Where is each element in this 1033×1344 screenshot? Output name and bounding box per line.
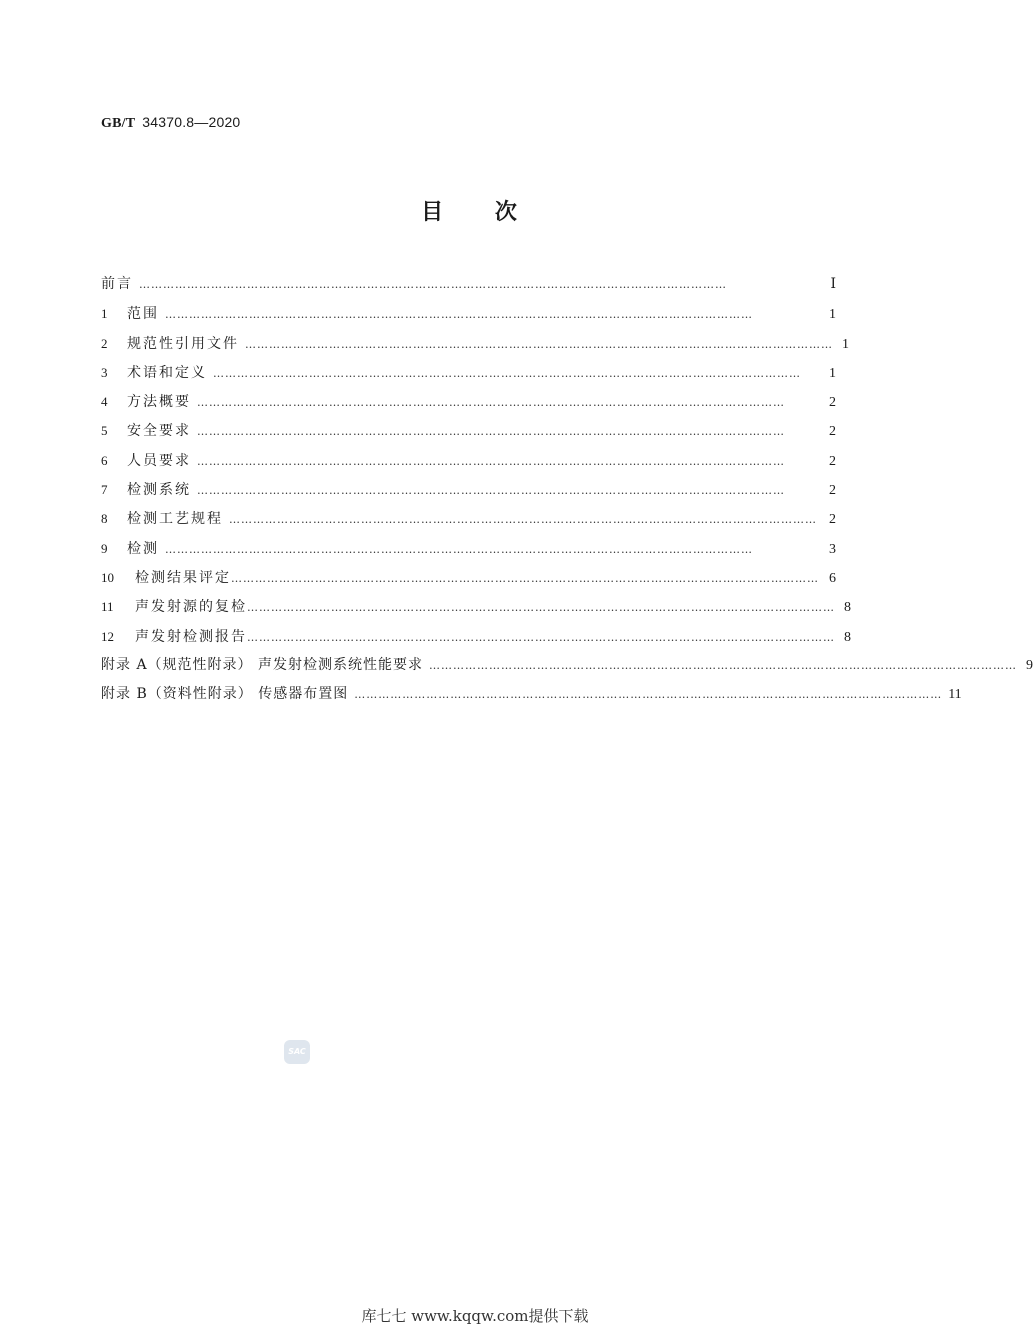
toc-entry-label: 检测系统 xyxy=(127,482,191,499)
toc-leader-dots: ………………………………………………………………………………………………………………………………… xyxy=(231,571,819,585)
toc-leader-dots: ………………………………………………………………………………………………………………………………… xyxy=(229,513,817,527)
toc-entry-number: 2 xyxy=(101,335,108,351)
toc-leader-dots: ………………………………………………………………………………………………………………………………… xyxy=(165,542,753,556)
toc-entry-label: 检测 xyxy=(127,540,159,557)
toc-entry-label: 声发射源的复检 xyxy=(135,599,247,616)
toc-entry-testing-system[interactable] xyxy=(101,475,836,504)
page-title: 目 次 xyxy=(421,200,517,225)
toc-entry-personnel-requirements[interactable] xyxy=(101,446,836,475)
toc-entry-label: 术语和定义 xyxy=(127,364,207,381)
toc-entry-number: 6 xyxy=(101,452,108,468)
toc-entry-appendix-a[interactable] xyxy=(101,651,1033,680)
toc-entry-number: 7 xyxy=(101,482,108,498)
toc-entry-label: 规范性引用文件 xyxy=(127,335,239,352)
toc-entry-label: 安全要求 xyxy=(127,423,191,440)
toc-entry-number: 1 xyxy=(101,306,108,322)
toc-entry-page: 8 xyxy=(844,600,851,616)
toc-entry-page: 2 xyxy=(829,453,836,469)
toc-entry-label: 前言 xyxy=(101,276,133,292)
toc-entry-number: 10 xyxy=(101,569,114,585)
toc-entry-label: 检测工艺规程 xyxy=(127,511,223,528)
standard-code xyxy=(101,114,240,132)
toc-entry-label: 检测结果评定 xyxy=(135,569,231,586)
toc-entry-page: Ⅰ xyxy=(830,277,836,292)
toc-entry-label: 声发射检测报告 xyxy=(135,628,247,645)
toc-entry-testing-report[interactable] xyxy=(101,622,851,651)
toc-leader-dots: ………………………………………………………………………………………………………………………………… xyxy=(213,366,801,380)
toc-entry-page: 2 xyxy=(829,483,836,499)
table-of-contents xyxy=(101,270,1033,709)
toc-leader-dots: ………………………………………………………………………………………………………………………………… xyxy=(247,630,835,644)
toc-leader-dots: ………………………………………………………………………………………………………………………………… xyxy=(197,454,785,468)
toc-entry-scope[interactable] xyxy=(101,299,836,328)
toc-entry-result-evaluation[interactable] xyxy=(101,563,836,592)
toc-entry-method-summary[interactable] xyxy=(101,387,836,416)
toc-entry-label: 附录 A（规范性附录） 声发射检测系统性能要求 xyxy=(101,656,424,673)
toc-entry-number: 5 xyxy=(101,423,108,439)
toc-entry-number: 12 xyxy=(101,628,114,644)
toc-entry-page: 2 xyxy=(829,395,836,411)
standard-prefix: GB/T xyxy=(101,116,136,131)
toc-entry-page: 8 xyxy=(844,629,851,645)
toc-entry-page: 9 xyxy=(1026,657,1033,673)
toc-entry-normative-references[interactable] xyxy=(101,329,849,358)
toc-entry-label: 方法概要 xyxy=(127,394,191,411)
toc-entry-page: 3 xyxy=(829,541,836,557)
standard-number: 34370.8—2020 xyxy=(142,114,241,130)
toc-entry-page: 1 xyxy=(842,336,849,352)
toc-leader-dots: ………………………………………………………………………………………………………………………………… xyxy=(165,308,753,322)
toc-leader-dots: ………………………………………………………………………………………………………………………………… xyxy=(245,337,833,351)
toc-entry-number: 9 xyxy=(101,540,108,556)
toc-entry-safety-requirements[interactable] xyxy=(101,416,836,445)
download-footer: 库七七 www.kqqw.com提供下载 xyxy=(361,1307,589,1325)
toc-leader-dots: ………………………………………………………………………………………………………………………………… xyxy=(354,688,943,702)
toc-entry-page: 6 xyxy=(829,570,836,586)
toc-entry-page: 11 xyxy=(948,687,962,703)
toc-leader-dots: ………………………………………………………………………………………………………………………………… xyxy=(139,278,727,291)
toc-entry-label: 范围 xyxy=(127,306,159,323)
toc-entry-source-recheck[interactable] xyxy=(101,592,851,621)
toc-entry-number: 8 xyxy=(101,511,108,527)
toc-entry-page: 1 xyxy=(829,365,836,381)
toc-entry-appendix-b[interactable] xyxy=(101,680,962,709)
toc-entry-label: 附录 B（资料性附录） 传感器布置图 xyxy=(101,686,349,703)
toc-leader-dots: ………………………………………………………………………………………………………………………………… xyxy=(197,484,785,498)
toc-entry-testing[interactable] xyxy=(101,534,836,563)
toc-leader-dots: ………………………………………………………………………………………………………………………………… xyxy=(197,396,785,410)
toc-entry-number: 11 xyxy=(101,599,114,615)
toc-entry-page: 2 xyxy=(829,512,836,528)
toc-leader-dots: ………………………………………………………………………………………………………………………………… xyxy=(247,601,835,615)
sac-watermark-logo: SAC xyxy=(284,1040,310,1064)
toc-entry-number: 3 xyxy=(101,364,108,380)
toc-leader-dots: ………………………………………………………………………………………………………………………………… xyxy=(429,658,1018,672)
toc-entry-foreword[interactable] xyxy=(101,270,836,299)
toc-entry-page: 1 xyxy=(829,307,836,323)
toc-leader-dots: ………………………………………………………………………………………………………………………………… xyxy=(197,425,785,439)
toc-entry-number: 4 xyxy=(101,394,108,410)
toc-entry-label: 人员要求 xyxy=(127,452,191,469)
toc-entry-testing-procedure[interactable] xyxy=(101,504,836,533)
toc-entry-terms-definitions[interactable] xyxy=(101,358,836,387)
toc-entry-page: 2 xyxy=(829,424,836,440)
